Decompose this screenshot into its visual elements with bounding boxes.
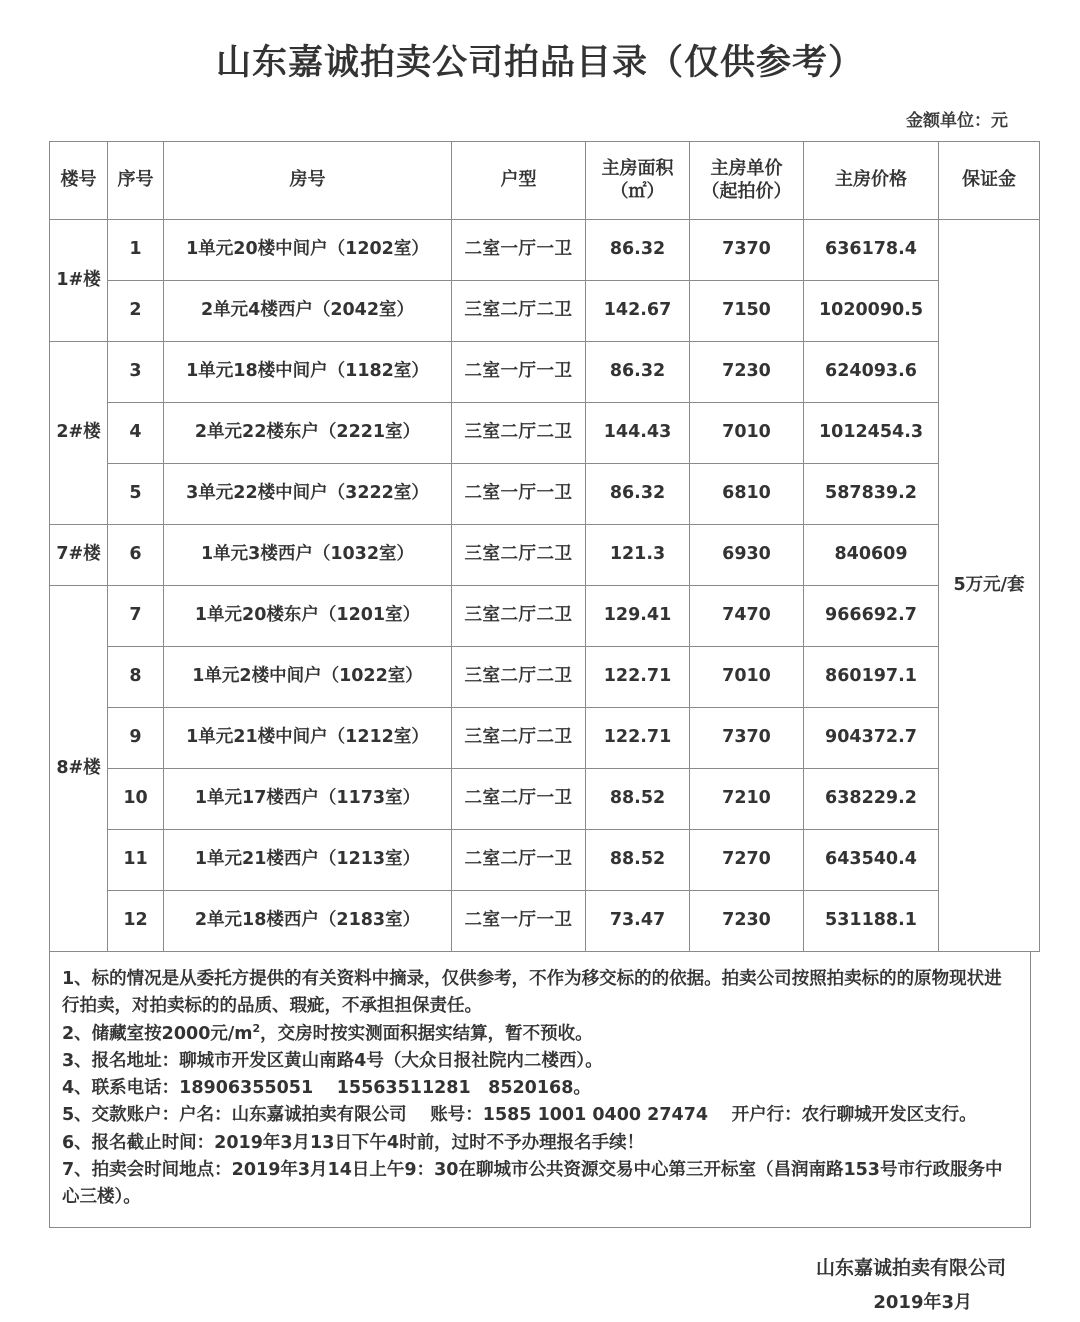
table-header-row [50, 142, 1040, 220]
total-price: 638229.2 [804, 769, 939, 830]
table-row [50, 586, 1040, 647]
unit-price: 6930 [690, 525, 804, 586]
room-number: 1单元20楼中间户（1202室） [164, 220, 452, 281]
header-main-area-line1: 主房面积 [601, 158, 674, 179]
total-price: 1020090.5 [804, 281, 939, 342]
table-row [50, 403, 1040, 464]
room-layout: 三室二厅二卫 [452, 525, 586, 586]
row-index: 2 [108, 281, 164, 342]
room-number: 2单元18楼西户（2183室） [164, 891, 452, 952]
building-label-cell: 2#楼 [50, 342, 108, 525]
unit-price: 7230 [690, 342, 804, 403]
row-index: 12 [108, 891, 164, 952]
room-layout: 二室一厅一卫 [452, 342, 586, 403]
header-building: 楼号 [50, 142, 108, 220]
note-2-superscript: 2 [252, 1022, 261, 1036]
room-number: 1单元18楼中间户（1182室） [164, 342, 452, 403]
room-number: 3单元22楼中间户（3222室） [164, 464, 452, 525]
table-row [50, 769, 1040, 830]
row-index: 7 [108, 586, 164, 647]
table-row [50, 647, 1040, 708]
table-row [50, 708, 1040, 769]
room-layout: 三室二厅二卫 [452, 281, 586, 342]
note-1: 1、标的情况是从委托方提供的有关资料中摘录，仅供参考，不作为移交标的的依据。拍卖公司按照拍卖标的的原物现状进行拍卖，对拍卖标的的品质、瑕疵，不承担担保责任。 [62, 969, 1002, 1017]
header-unit-price [690, 142, 804, 220]
note-2-part2: ，交房时按实测面积据实结算，暂不预收。 [260, 1024, 593, 1045]
room-number: 1单元20楼东户（1201室） [164, 586, 452, 647]
deposit-cell: 5万元/套 [939, 220, 1040, 952]
table-row [50, 830, 1040, 891]
building-label-cell: 1#楼 [50, 220, 108, 342]
main-area: 144.43 [586, 403, 690, 464]
table-row [50, 281, 1040, 342]
header-index: 序号 [108, 142, 164, 220]
main-area: 88.52 [586, 769, 690, 830]
table-row [50, 891, 1040, 952]
total-price: 904372.7 [804, 708, 939, 769]
room-layout: 三室二厅二卫 [452, 586, 586, 647]
total-price: 860197.1 [804, 647, 939, 708]
row-index: 8 [108, 647, 164, 708]
room-number: 1单元17楼西户（1173室） [164, 769, 452, 830]
row-index: 3 [108, 342, 164, 403]
room-number: 1单元2楼中间户（1022室） [164, 647, 452, 708]
main-area: 122.71 [586, 708, 690, 769]
unit-price: 7010 [690, 647, 804, 708]
room-layout: 二室一厅一卫 [452, 220, 586, 281]
main-area: 122.71 [586, 647, 690, 708]
table-row [50, 464, 1040, 525]
building-label-cell: 7#楼 [50, 525, 108, 586]
room-layout: 三室二厅二卫 [452, 708, 586, 769]
auction-catalog-table [49, 141, 1040, 952]
main-area: 121.3 [586, 525, 690, 586]
unit-price: 7230 [690, 891, 804, 952]
signature-company: 山东嘉诚拍卖有限公司 [815, 1256, 1006, 1279]
unit-price: 7270 [690, 830, 804, 891]
room-number: 2单元4楼西户（2042室） [164, 281, 452, 342]
total-price: 1012454.3 [804, 403, 939, 464]
total-price: 531188.1 [804, 891, 939, 952]
unit-price: 7370 [690, 708, 804, 769]
room-number: 1单元21楼中间户（1212室） [164, 708, 452, 769]
table-row [50, 342, 1040, 403]
signature-date: 2019年3月 [873, 1292, 972, 1314]
row-index: 1 [108, 220, 164, 281]
row-index: 5 [108, 464, 164, 525]
header-unit-price-line2: （起拍价） [701, 180, 792, 202]
room-layout: 二室二厅一卫 [452, 769, 586, 830]
notes-section [49, 952, 1031, 1228]
unit-price: 6810 [690, 464, 804, 525]
header-main-area-line2: （㎡） [610, 180, 665, 202]
room-layout: 二室一厅一卫 [452, 891, 586, 952]
table-body [50, 220, 1040, 952]
row-index: 10 [108, 769, 164, 830]
row-index: 4 [108, 403, 164, 464]
room-number: 1单元3楼西户（1032室） [164, 525, 452, 586]
note-6: 6、报名截止时间：2019年3月13日下午4时前，过时不予办理报名手续！ [62, 1132, 645, 1153]
room-layout: 三室二厅二卫 [452, 647, 586, 708]
main-area: 86.32 [586, 342, 690, 403]
room-number: 1单元21楼西户（1213室） [164, 830, 452, 891]
building-label-cell: 8#楼 [50, 586, 108, 952]
total-price: 636178.4 [804, 220, 939, 281]
room-number: 2单元22楼东户（2221室） [164, 403, 452, 464]
main-area: 129.41 [586, 586, 690, 647]
unit-price: 7210 [690, 769, 804, 830]
note-2-part1: 2、储藏室按2000元/m [62, 1024, 253, 1045]
header-layout: 户型 [452, 142, 586, 220]
room-layout: 二室二厅一卫 [452, 830, 586, 891]
table-row [50, 220, 1040, 281]
header-total-price: 主房价格 [804, 142, 939, 220]
main-area: 73.47 [586, 891, 690, 952]
currency-unit-note: 金额单位：元 [906, 111, 1008, 131]
header-main-area [586, 142, 690, 220]
main-area: 86.32 [586, 464, 690, 525]
header-room: 房号 [164, 142, 452, 220]
note-7: 7、拍卖会时间地点：2019年3月14日上午9：30在聊城市公共资源交易中心第三开标室（昌润南路153号市行政服务中心三楼）。 [62, 1159, 1003, 1207]
total-price: 624093.6 [804, 342, 939, 403]
note-3: 3、报名地址：聊城市开发区黄山南路4号（大众日报社院内二楼西）。 [62, 1051, 603, 1072]
main-area: 86.32 [586, 220, 690, 281]
room-layout: 三室二厅二卫 [452, 403, 586, 464]
room-layout: 二室一厅一卫 [452, 464, 586, 525]
main-area: 88.52 [586, 830, 690, 891]
total-price: 966692.7 [804, 586, 939, 647]
unit-price: 7150 [690, 281, 804, 342]
total-price: 643540.4 [804, 830, 939, 891]
row-index: 9 [108, 708, 164, 769]
note-2 [62, 1020, 1018, 1048]
total-price: 587839.2 [804, 464, 939, 525]
note-4: 4、联系电话：18906355051 15563511281 8520168。 [62, 1078, 591, 1099]
header-unit-price-line1: 主房单价 [710, 158, 783, 179]
row-index: 11 [108, 830, 164, 891]
note-5: 5、交款账户：户名：山东嘉诚拍卖有限公司 账号：1585 1001 0400 27474 开户行：农行聊城开发区支行。 [62, 1105, 977, 1126]
unit-price: 7470 [690, 586, 804, 647]
catalog-table-container [49, 141, 1031, 952]
total-price: 840609 [804, 525, 939, 586]
page-title: 山东嘉诚拍卖公司拍品目录（仅供参考） [215, 43, 864, 83]
header-deposit: 保证金 [939, 142, 1040, 220]
row-index: 6 [108, 525, 164, 586]
main-area: 142.67 [586, 281, 690, 342]
signature-block [0, 1250, 1080, 1320]
table-row [50, 525, 1040, 586]
unit-price: 7370 [690, 220, 804, 281]
unit-price: 7010 [690, 403, 804, 464]
